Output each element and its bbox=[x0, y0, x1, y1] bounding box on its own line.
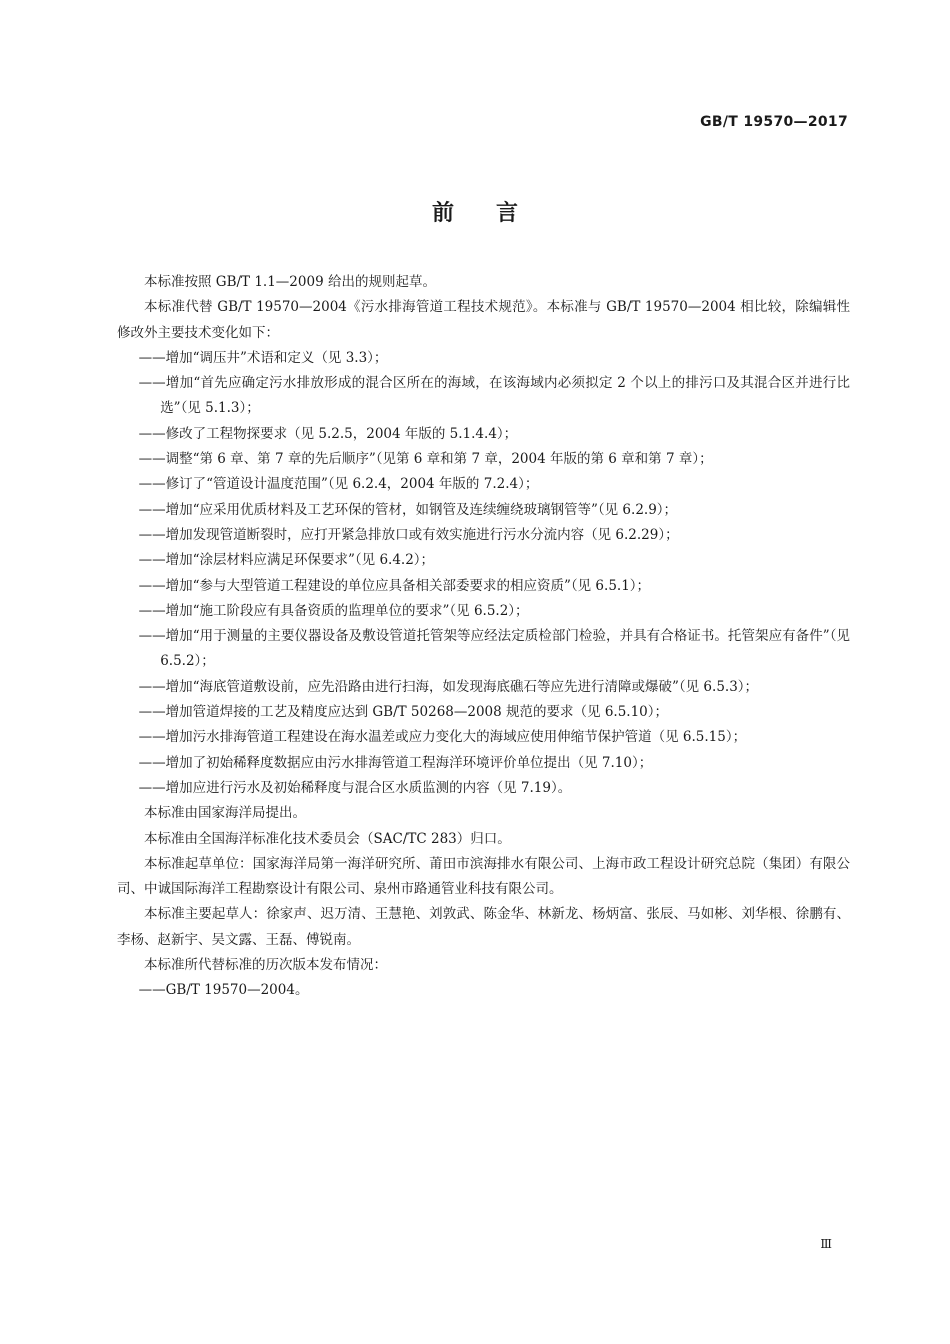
list-item: ——增加“用于测量的主要仪器设备及敷设管道托管架等应经法定质检部门检验，并具有合格证书。托管架应有备件”（见 6.5.2）； bbox=[138, 628, 850, 670]
list-item: ——增加“涂层材料应满足环保要求”（见 6.4.2）； bbox=[138, 552, 435, 569]
list-item: ——GB/T 19570—2004。 bbox=[138, 982, 309, 999]
list-item: ——增加“应采用优质材料及工艺环保的管材，如钢管及连续缠绕玻璃钢管等”（见 6.2.9）； bbox=[138, 501, 678, 518]
list-item: ——增加“海底管道敷设前，应先沿路由进行扫海，如发现海底礁石等应先进行清障或爆破”（见 6.5.3）； bbox=[138, 678, 759, 695]
list-item: ——增加应进行污水及初始稀释度与混合区水质监测的内容（见 7.19）。 bbox=[138, 779, 572, 796]
list-item: ——增加污水排海管道工程建设在海水温差或应力变化大的海域应使用伸缩节保护管道（见 6.5.15）； bbox=[138, 729, 747, 746]
changes-list bbox=[117, 346, 850, 801]
paragraph-drafters: 本标准主要起草人：徐家声、迟万清、王慧艳、刘敦武、陈金华、林新龙、杨炳富、张辰、马如彬、刘华根、徐鹏有、李杨、赵新宇、吴文露、王磊、傅锐南。 bbox=[117, 906, 850, 948]
page-title: 前言 bbox=[431, 201, 560, 226]
list-item: ——增加“首先应确定污水排放形成的混合区所在的海域，在该海域内必须拟定 2 个以上的排污口及其混合区并进行比选”（见 5.1.3）； bbox=[138, 375, 850, 417]
standard-number: GB/T 19570—2017 bbox=[700, 114, 848, 130]
paragraph-drafting-units: 本标准起草单位：国家海洋局第一海洋研究所、莆田市滨海排水有限公司、上海市政工程设计研究总院（集团）有限公司、中诚国际海洋工程勘察设计有限公司、泉州市路通管业科技有限公司。 bbox=[117, 855, 850, 898]
list-item: ——增加“调压井”术语和定义（见 3.3）； bbox=[138, 349, 388, 366]
list-item: ——增加“施工阶段应有具备资质的监理单位的要求”（见 6.5.2）； bbox=[138, 602, 529, 619]
list-item: ——增加“参与大型管道工程建设的单位应具备相关部委要求的相应资质”（见 6.5.1）； bbox=[138, 577, 651, 594]
page-number: Ⅲ bbox=[820, 1237, 832, 1251]
list-item: ——增加管道焊接的工艺及精度应达到 GB/T 50268—2008 规范的要求（见 6.5.10）； bbox=[138, 704, 669, 721]
list-item: ——增加了初始稀释度数据应由污水排海管道工程海洋环境评价单位提出（见 7.10）； bbox=[138, 754, 653, 771]
paragraph-replaces: 本标准代替 GB/T 19570—2004《污水排海管道工程技术规范》。本标准与 GB/T 19570—2004 相比较，除编辑性修改外主要技术变化如下： bbox=[117, 299, 850, 341]
list-item: ——修订了“管道设计温度范围”（见 6.2.4，2004 年版的 7.2.4）； bbox=[138, 476, 539, 493]
list-item: ——增加发现管道断裂时，应打开紧急排放口或有效实施进行污水分流内容（见 6.2.29）； bbox=[138, 526, 679, 543]
paragraph-drafting-rules: 本标准按照 GB/T 1.1—2009 给出的规则起草。 bbox=[144, 274, 436, 290]
paragraph-version-history: 本标准所代替标准的历次版本发布情况： bbox=[144, 957, 387, 974]
list-item: ——调整“第 6 章、第 7 章的先后顺序”（见第 6 章和第 7 章，2004 年版的第 6 章和第 7 章）； bbox=[138, 451, 713, 468]
document-body bbox=[117, 270, 850, 1004]
list-item: ——修改了工程物探要求（见 5.2.5，2004 年版的 5.1.4.4）； bbox=[138, 425, 518, 442]
paragraph-responsible-committee: 本标准由全国海洋标准化技术委员会（SAC/TC 283）归口。 bbox=[144, 830, 511, 847]
paragraph-proposed-by: 本标准由国家海洋局提出。 bbox=[144, 805, 306, 822]
